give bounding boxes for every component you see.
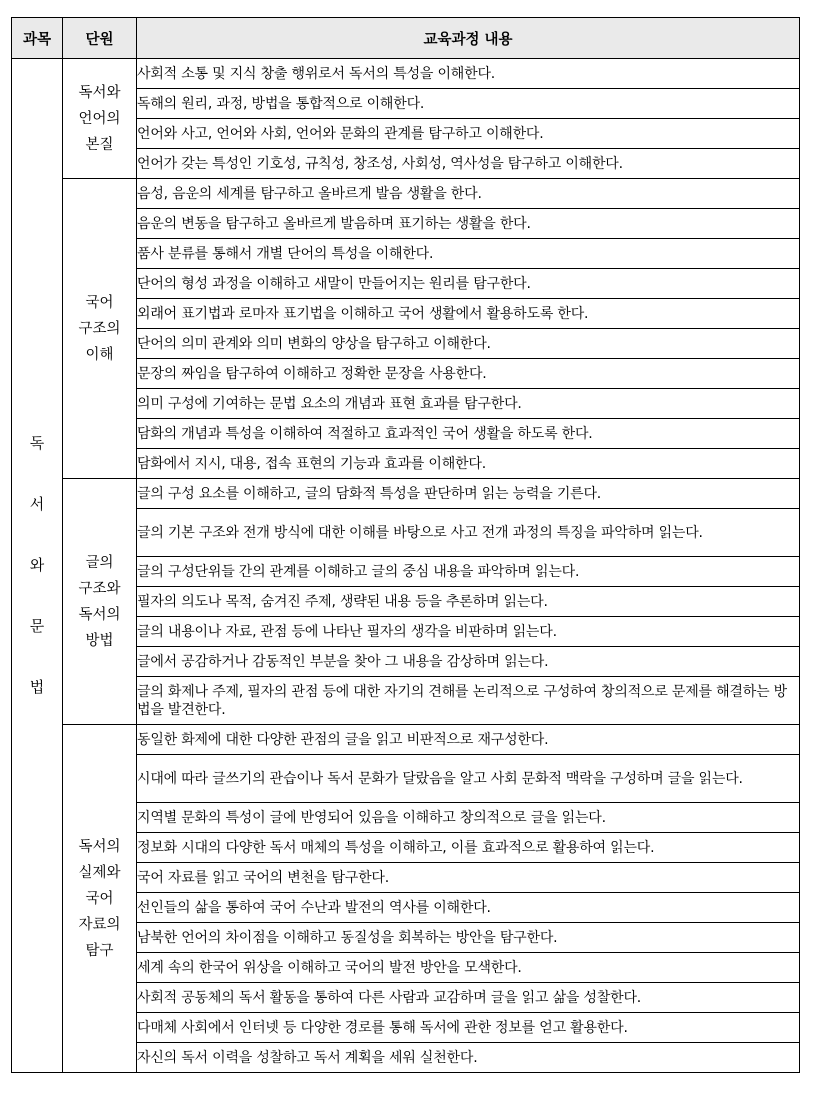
content-item: 문장의 짜임을 탐구하여 이해하고 정확한 문장을 사용한다. — [137, 359, 800, 389]
content-item: 남북한 언어의 차이점을 이해하고 동질성을 회복하는 방안을 탐구한다. — [137, 923, 800, 953]
unit-label-line: 이해 — [85, 346, 114, 363]
content-item: 글의 화제나 주제, 필자의 관점 등에 대한 자기의 견해를 논리적으로 구성하여 창의적으로 문제를 해결하는 방법을 발견한다. — [137, 677, 800, 725]
curriculum-table — [11, 17, 800, 1073]
unit-cell — [63, 479, 137, 725]
content-item: 음운의 변동을 탐구하고 올바르게 발음하며 표기하는 생활을 한다. — [137, 209, 800, 239]
unit-label-line: 언어의 — [78, 110, 121, 127]
content-item: 외래어 표기법과 로마자 표기법을 이해하고 국어 생활에서 활용하도록 한다. — [137, 299, 800, 329]
table-row — [12, 59, 800, 89]
subject-char: 문 — [29, 617, 45, 635]
content-item: 단어의 의미 관계와 의미 변화의 양상을 탐구하고 이해한다. — [137, 329, 800, 359]
unit-label-line: 자료의 — [78, 916, 121, 933]
content-item: 사회적 공동체의 독서 활동을 통하여 다른 사람과 교감하며 글을 읽고 삶을 성찰한다. — [137, 983, 800, 1013]
subject-cell — [12, 59, 63, 1073]
header-content: 교육과정 내용 — [137, 18, 800, 59]
content-item: 글의 구성 요소를 이해하고, 글의 담화적 특성을 판단하며 읽는 능력을 기른다. — [137, 479, 800, 509]
content-item: 세계 속의 한국어 위상을 이해하고 국어의 발전 방안을 모색한다. — [137, 953, 800, 983]
content-item: 글의 기본 구조와 전개 방식에 대한 이해를 바탕으로 사고 전개 과정의 특징을 파악하며 읽는다. — [137, 509, 800, 557]
unit-label-line: 국어 — [85, 890, 114, 907]
content-item: 품사 분류를 통해서 개별 단어의 특성을 이해한다. — [137, 239, 800, 269]
unit-label-line: 방법 — [85, 632, 114, 649]
content-item: 동일한 화제에 대한 다양한 관점의 글을 읽고 비판적으로 재구성한다. — [137, 725, 800, 755]
unit-label-line: 글의 — [85, 554, 114, 571]
header-unit: 단원 — [63, 18, 137, 59]
unit-label-line: 독서의 — [78, 838, 121, 855]
content-item: 글에서 공감하거나 감동적인 부분을 찾아 그 내용을 감상하며 읽는다. — [137, 647, 800, 677]
content-item: 글의 구성단위들 간의 관계를 이해하고 글의 중심 내용을 파악하며 읽는다. — [137, 557, 800, 587]
curriculum-body — [12, 59, 800, 1073]
content-item: 자신의 독서 이력을 성찰하고 독서 계획을 세워 실천한다. — [137, 1043, 800, 1073]
unit-label-line: 독서와 — [78, 84, 121, 101]
content-item: 단어의 형성 과정을 이해하고 새말이 만들어지는 원리를 탐구한다. — [137, 269, 800, 299]
content-item: 언어가 갖는 특성인 기호성, 규칙성, 창조성, 사회성, 역사성을 탐구하고 이해한다. — [137, 149, 800, 179]
content-item: 지역별 문화의 특성이 글에 반영되어 있음을 이해하고 창의적으로 글을 읽는다. — [137, 803, 800, 833]
unit-label-line: 구조와 — [78, 580, 121, 597]
content-item: 정보화 시대의 다양한 독서 매체의 특성을 이해하고, 이를 효과적으로 활용하여 읽는다. — [137, 833, 800, 863]
content-item: 언어와 사고, 언어와 사회, 언어와 문화의 관계를 탐구하고 이해한다. — [137, 119, 800, 149]
content-item: 담화에서 지시, 대용, 접속 표현의 기능과 효과를 이해한다. — [137, 449, 800, 479]
content-item: 필자의 의도나 목적, 숨겨진 주제, 생략된 내용 등을 추론하며 읽는다. — [137, 587, 800, 617]
subject-char: 법 — [29, 678, 45, 696]
content-item: 글의 내용이나 자료, 관점 등에 나타난 필자의 생각을 비판하며 읽는다. — [137, 617, 800, 647]
subject-char: 서 — [29, 495, 45, 513]
content-item: 의미 구성에 기여하는 문법 요소의 개념과 표현 효과를 탐구한다. — [137, 389, 800, 419]
unit-label-line: 구조의 — [78, 320, 121, 337]
unit-label-line: 본질 — [85, 136, 114, 153]
table-row — [12, 479, 800, 509]
content-item: 사회적 소통 및 지식 창출 행위로서 독서의 특성을 이해한다. — [137, 59, 800, 89]
table-row — [12, 179, 800, 209]
subject-char: 와 — [29, 556, 45, 574]
header-row — [12, 18, 800, 59]
content-item: 음성, 음운의 세계를 탐구하고 올바르게 발음 생활을 한다. — [137, 179, 800, 209]
unit-label-line: 독서의 — [78, 606, 121, 623]
subject-char: 독 — [29, 434, 45, 452]
content-item: 선인들의 삶을 통하여 국어 수난과 발전의 역사를 이해한다. — [137, 893, 800, 923]
content-item: 국어 자료를 읽고 국어의 변천을 탐구한다. — [137, 863, 800, 893]
unit-label-line: 탐구 — [85, 942, 114, 959]
unit-label-line: 국어 — [85, 294, 114, 311]
unit-cell — [63, 59, 137, 179]
header-subject: 과목 — [12, 18, 63, 59]
content-item: 담화의 개념과 특성을 이해하여 적절하고 효과적인 국어 생활을 하도록 한다. — [137, 419, 800, 449]
unit-cell — [63, 725, 137, 1073]
content-item: 다매체 사회에서 인터넷 등 다양한 경로를 통해 독서에 관한 정보를 얻고 활용한다. — [137, 1013, 800, 1043]
unit-cell — [63, 179, 137, 479]
table-row — [12, 725, 800, 755]
unit-label-line: 실제와 — [78, 864, 121, 881]
content-item: 독해의 원리, 과정, 방법을 통합적으로 이해한다. — [137, 89, 800, 119]
content-item: 시대에 따라 글쓰기의 관습이나 독서 문화가 달랐음을 알고 사회 문화적 맥락을 구성하며 글을 읽는다. — [137, 755, 800, 803]
